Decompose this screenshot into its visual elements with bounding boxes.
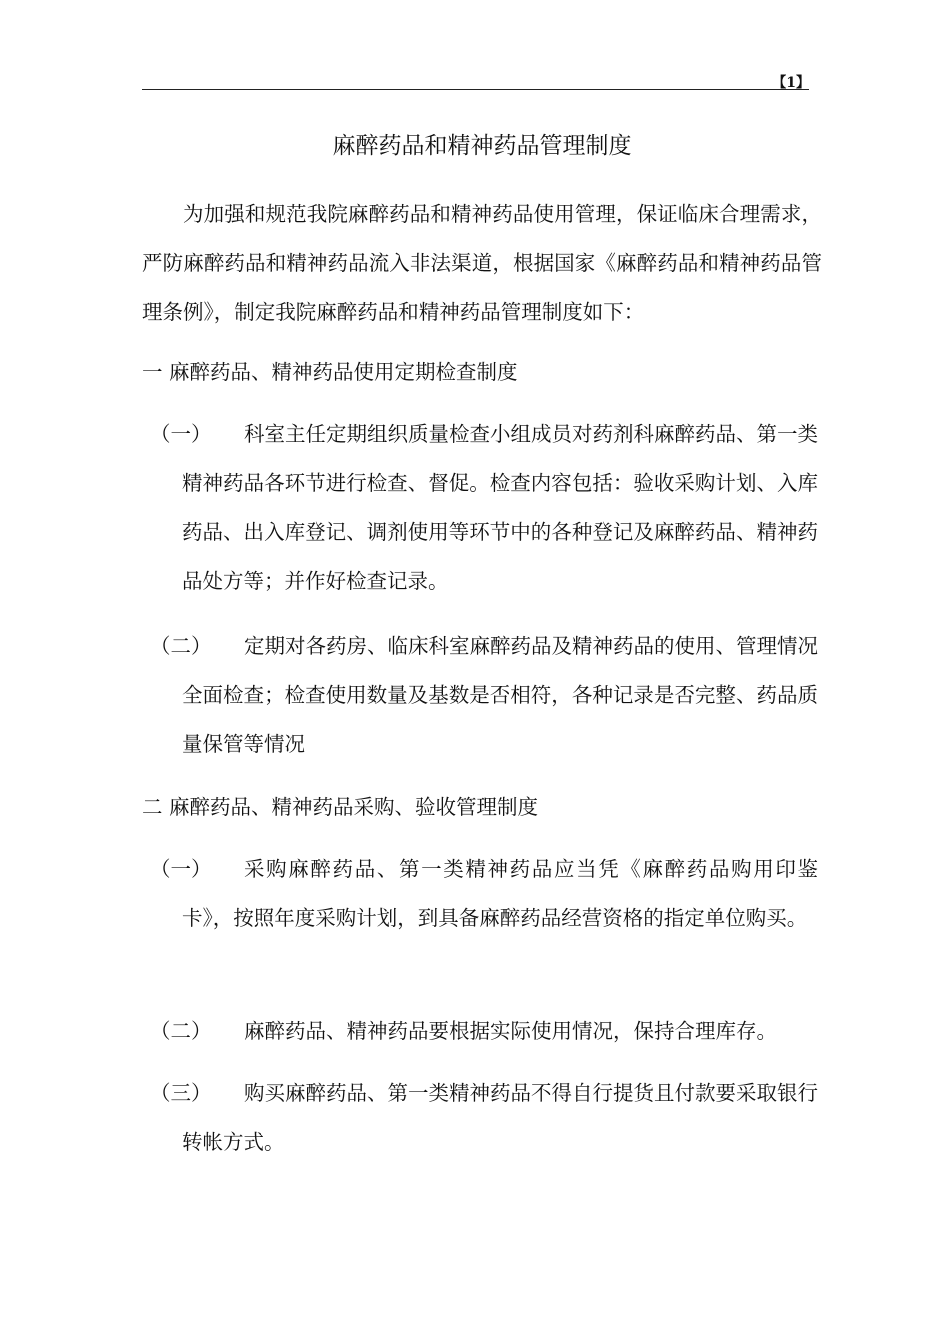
list-item <box>142 622 822 769</box>
item-text: 科室主任定期组织质量检查小组成员对药剂科麻醉药品、第一类精神药品各环节进行检查、督促。检查内容包括：验收采购计划、入库药品、出入库登记、调剂使用等环节中的各种登记及麻醉药品、精神药品处方等；并作好检查记录。 <box>182 422 818 593</box>
item-label: （一） <box>150 857 212 881</box>
item-text: 麻醉药品、精神药品要根据实际使用情况，保持合理库存。 <box>244 1019 777 1043</box>
header-rule <box>142 89 809 90</box>
list-item <box>142 410 822 606</box>
list-item <box>142 845 822 943</box>
document-title: 麻醉药品和精神药品管理制度 <box>332 133 632 159</box>
list-item <box>142 1007 822 1056</box>
item-text: 定期对各药房、临床科室麻醉药品及精神药品的使用、管理情况全面检查；检查使用数量及基数是否相符，各种记录是否完整、药品质量保管等情况 <box>182 634 818 756</box>
item-label: （二） <box>150 634 212 658</box>
section-heading-1: 一 麻醉药品、精神药品使用定期检查制度 <box>142 360 518 384</box>
page-number: 【1】 <box>772 75 810 91</box>
item-label: （三） <box>150 1081 212 1105</box>
section-heading-2: 二 麻醉药品、精神药品采购、验收管理制度 <box>142 795 539 819</box>
list-item <box>142 1069 822 1167</box>
intro-paragraph: 为加强和规范我院麻醉药品和精神药品使用管理，保证临床合理需求，严防麻醉药品和精神药品流入非法渠道，根据国家《麻醉药品和精神药品管理条例》，制定我院麻醉药品和精神药品管理制度如下： <box>142 202 822 324</box>
item-label: （一） <box>150 422 212 446</box>
item-text: 购买麻醉药品、第一类精神药品不得自行提货且付款要采取银行转帐方式。 <box>182 1081 818 1154</box>
item-label: （二） <box>150 1019 212 1043</box>
item-text: 采购麻醉药品、第一类精神药品应当凭《麻醉药品购用印鉴卡》，按照年度采购计划，到具备麻醉药品经营资格的指定单位购买。 <box>182 857 818 930</box>
